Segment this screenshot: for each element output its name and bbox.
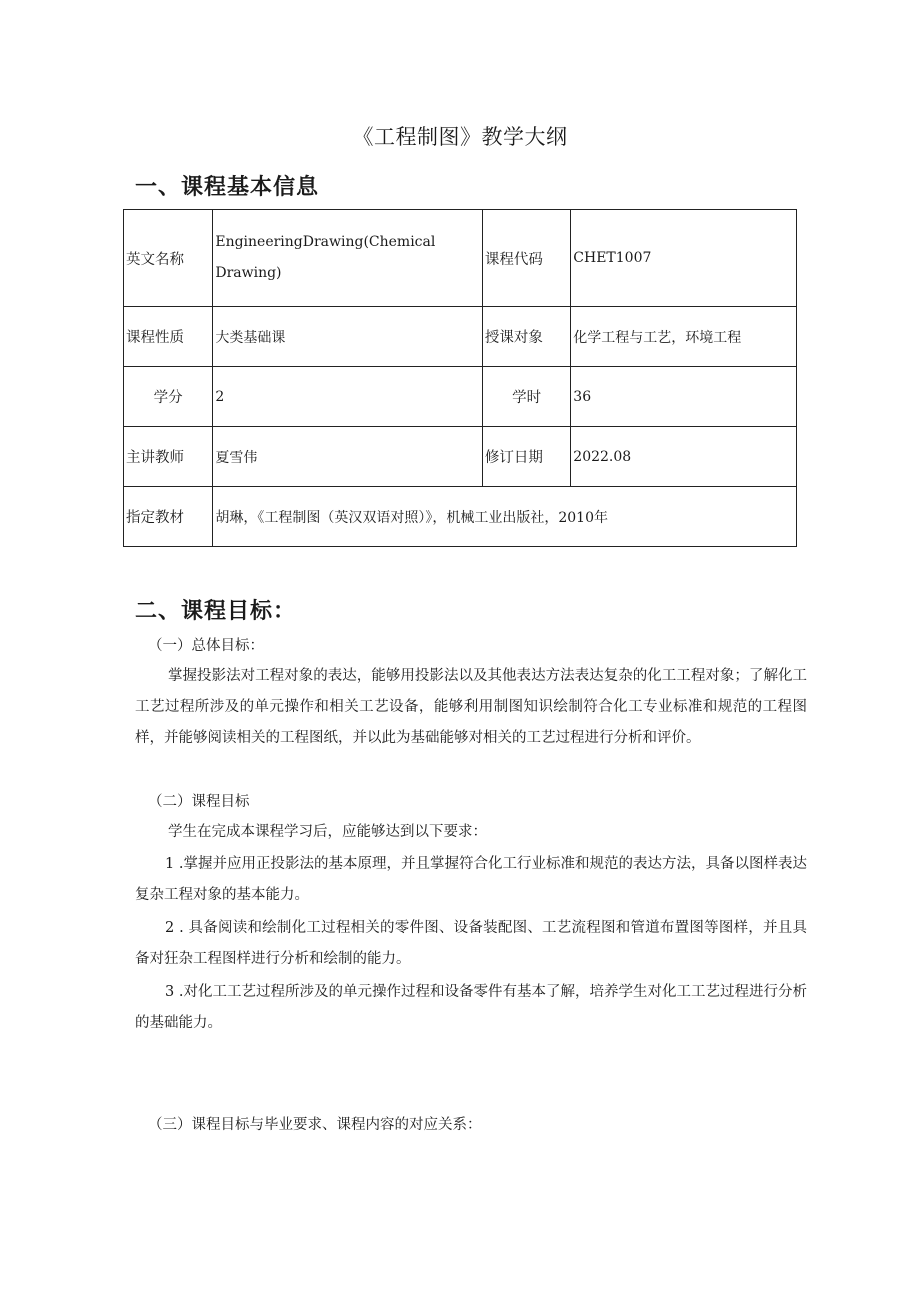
- overall-goal-heading: （一）总体目标：: [148, 638, 264, 654]
- english-name-line1: EngineeringDrawing(Chemical: [215, 234, 436, 250]
- table-row: [124, 367, 797, 427]
- audience-label: 授课对象: [482, 307, 570, 367]
- table-row: [124, 427, 797, 487]
- section-heading-basic-info: 一、课程基本信息: [135, 175, 320, 200]
- credits-label: 学分: [124, 367, 213, 427]
- english-name-line2: Drawing): [215, 265, 282, 281]
- course-goal-item: 2 . 具备阅读和绘制化工过程相关的零件图、设备装配图、工艺流程图和管道布置图等图样，并且具备对狂杂工程图样进行分析和绘制的能力。: [135, 920, 807, 967]
- teacher-label: 主讲教师: [124, 427, 213, 487]
- teacher-value: 夏雪伟: [213, 427, 483, 487]
- credits-value: 2: [213, 367, 483, 427]
- section-heading-course-goals: 二、课程目标：: [135, 599, 297, 624]
- textbook-value: 胡琳，《工程制图（英汉双语对照）》，机械工业出版社，2010年: [213, 487, 797, 547]
- table-row: [124, 487, 797, 547]
- revised-label: 修订日期: [482, 427, 570, 487]
- course-code-label: 课程代码: [482, 210, 570, 307]
- english-name-label: 英文名称: [124, 210, 213, 307]
- nature-label: 课程性质: [124, 307, 213, 367]
- course-goals-heading: （二）课程目标: [148, 794, 250, 810]
- course-info-table: [123, 209, 797, 547]
- mapping-heading: （三）课程目标与毕业要求、课程内容的对应关系：: [148, 1117, 482, 1133]
- table-row: [124, 307, 797, 367]
- hours-value: 36: [571, 367, 797, 427]
- english-name-value: [213, 210, 483, 307]
- course-goal-item: 3 .对化工工艺过程所涉及的单元操作过程和设备零件有基本了解，培养学生对化工工艺过程进行分析的基础能力。: [135, 984, 807, 1031]
- course-goal-item: 1 .掌握并应用正投影法的基本原理，并且掌握符合化工行业标准和规范的表达方法，具备以图样表达复杂工程对象的基本能力。: [135, 856, 807, 903]
- revised-value: 2022.08: [571, 427, 797, 487]
- table-row: [124, 210, 797, 307]
- course-code-value: CHET1007: [571, 210, 797, 307]
- nature-value: 大类基础课: [213, 307, 483, 367]
- audience-value: 化学工程与工艺，环境工程: [571, 307, 797, 367]
- overall-goal-text: 掌握投影法对工程对象的表达，能够用投影法以及其他表达方法表达复杂的化工工程对象；了解化工工艺过程所涉及的单元操作和相关工艺设备，能够利用制图知识绘制符合化工专业标准和规范的工程图样，并能够阅读相关的工程图纸，并以此为基础能够对相关的工艺过程进行分析和评价。: [135, 668, 807, 746]
- course-goals-intro: 学生在完成本课程学习后，应能够达到以下要求：: [168, 824, 487, 840]
- textbook-label: 指定教材: [124, 487, 213, 547]
- hours-label: 学时: [482, 367, 570, 427]
- document-title: 《工程制图》教学大纲: [352, 125, 568, 149]
